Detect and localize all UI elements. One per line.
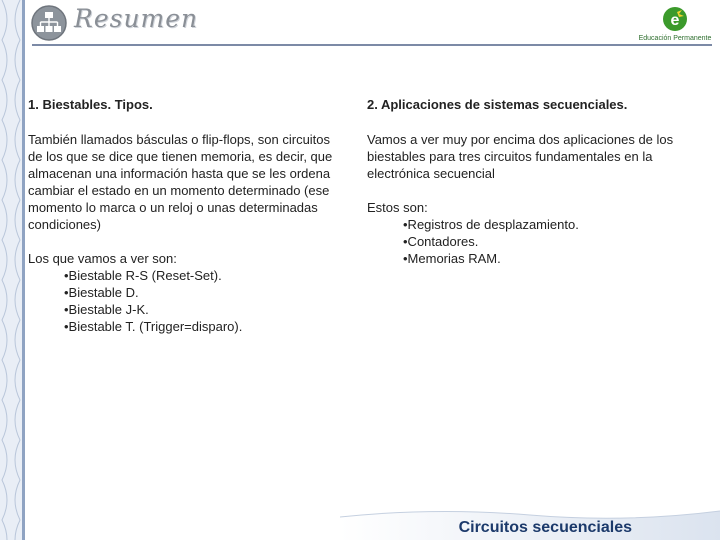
left-decorative-strip: [0, 0, 25, 540]
section-heading-biestables: 1. Biestables. Tipos.: [28, 97, 153, 112]
right-intro: Estos son:: [367, 200, 428, 215]
header-divider: [32, 44, 712, 46]
list-item: •Registros de desplazamiento.: [403, 217, 579, 232]
list-item: •Biestable D.: [64, 285, 139, 300]
sitemap-icon: [30, 4, 68, 42]
aplicaciones-list: [367, 216, 689, 267]
page-title: Resumen: [74, 4, 199, 33]
list-item: •Biestable T. (Trigger=disparo).: [64, 319, 243, 334]
logo-text: Educación Permanente: [638, 35, 712, 42]
list-item: •Biestable J-K.: [64, 302, 149, 317]
right-paragraph: Vamos a ver muy por encima dos aplicaciones de los biestables para tres circuitos fundamentales en la electrónica secuencial: [367, 132, 674, 181]
svg-text:e: e: [670, 12, 680, 29]
left-column: [28, 96, 338, 335]
list-item: •Contadores.: [403, 234, 479, 249]
biestables-list: [28, 267, 338, 335]
logo-e-icon: [660, 4, 690, 34]
footer-title: Circuitos secuenciales: [458, 519, 632, 536]
left-intro: Los que vamos a ver son:: [28, 251, 177, 266]
left-paragraph: También llamados básculas o flip-flops, son circuitos de los que se dice que tienen memoria, es decir, que almacenan una información hasta que se les ordena cambiar el estado en un momento determinado (ese momento lo marca o un reloj o unas determinadas condiciones): [28, 132, 333, 232]
right-column: [367, 96, 689, 267]
list-item: •Biestable R-S (Reset-Set).: [64, 268, 222, 283]
educacion-permanente-logo: [636, 4, 714, 44]
list-item: •Memorias RAM.: [403, 251, 501, 266]
strip-pattern: [0, 0, 22, 540]
section-heading-aplicaciones: 2. Aplicaciones de sistemas secuenciales.: [367, 97, 628, 112]
